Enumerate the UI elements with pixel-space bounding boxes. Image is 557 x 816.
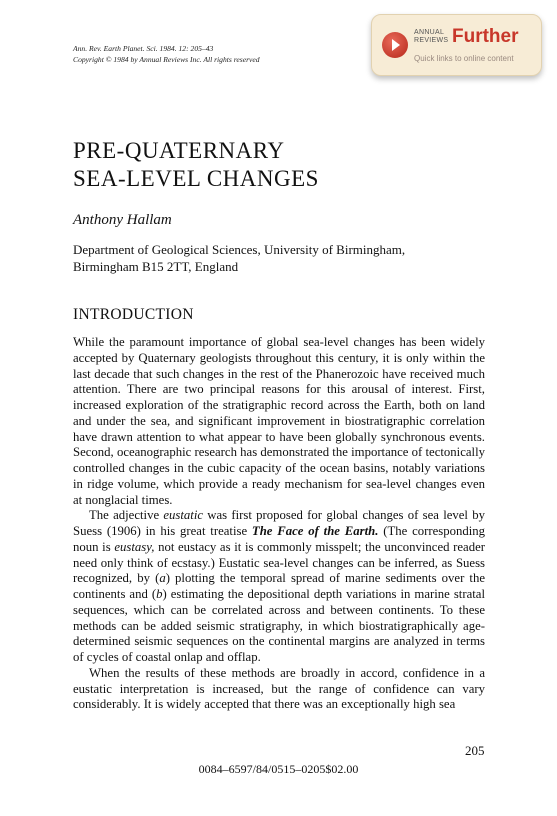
further-subtitle: Quick links to online content (414, 54, 514, 63)
paragraph-1: While the paramount importance of global sea-level changes has been widely accepted by Quaternary geologists throughout this century, it is only within the last decade that such changes in the rest of the Phanerozoic have received much attention. There are two principal reasons for this arousal of interest. First, increased exploration of the stratigraphic record across the Earth, both on land and under the sea, and significant improvement in biostratigraphic correlation have drawn attention to what appear to have been globally synchronous events. Second, oceanographic research has demonstrated the importance of tectonically controlled changes in the cubic capacity of the ocean basins, notably variations in ridge volume, which provide a ready mechanism for sea-level changes even at nonglacial times. (73, 335, 485, 507)
title-line-1: PRE-QUATERNARY (73, 138, 285, 163)
page-number: 205 (465, 743, 485, 758)
affiliation: Department of Geological Sciences, University of Birmingham, Birmingham B15 2TT, England (73, 242, 406, 274)
article-title (73, 137, 319, 193)
journal-citation: Ann. Rev. Earth Planet. Sci. 1984. 12: 205–43 (73, 44, 214, 53)
author-name: Anthony Hallam (73, 212, 172, 228)
copyright-line: Copyright © 1984 by Annual Reviews Inc. All rights reserved (73, 55, 260, 64)
further-badge[interactable] (371, 14, 542, 76)
title-line-2: SEA-LEVEL CHANGES (73, 166, 319, 191)
paragraph-2: The adjective eustatic was first proposed for global changes of sea level by Suess (1906) in his great treatise The Face of the Earth. (The corresponding noun is eustasy, not eustacy as it is commonly misspelt; the unconvinced reader need only think of ecstasy.) Eustatic sea-level changes can be inferred, as Suess recognized, by (a) plotting the temporal spread of marine sediments over the continents and (b) estimating the depositional depth variations in marine stratal sequences, which can be correlated across and between continents. To these methods can be added seismic stratigraphy, in which biostratigraphically age-determined seismic sequences on the continental margins are analyzed in terms of cycles of coastal onlap and offlap. (73, 508, 486, 664)
body-text (73, 335, 485, 713)
further-word: Further (452, 26, 519, 47)
further-brand: ANNUAL REVIEWS (414, 29, 449, 44)
paragraph-3: When the results of these methods are broadly in accord, confidence in a eustatic interpretation is increased, but the range of confidence can vary considerably. It is widely accepted that there was an exceptionally high sea (73, 665, 485, 712)
section-heading: INTRODUCTION (73, 306, 194, 323)
annual-reviews-logo-icon (382, 32, 408, 58)
footer-code: 0084–6597/84/0515–0205$02.00 (198, 762, 359, 776)
